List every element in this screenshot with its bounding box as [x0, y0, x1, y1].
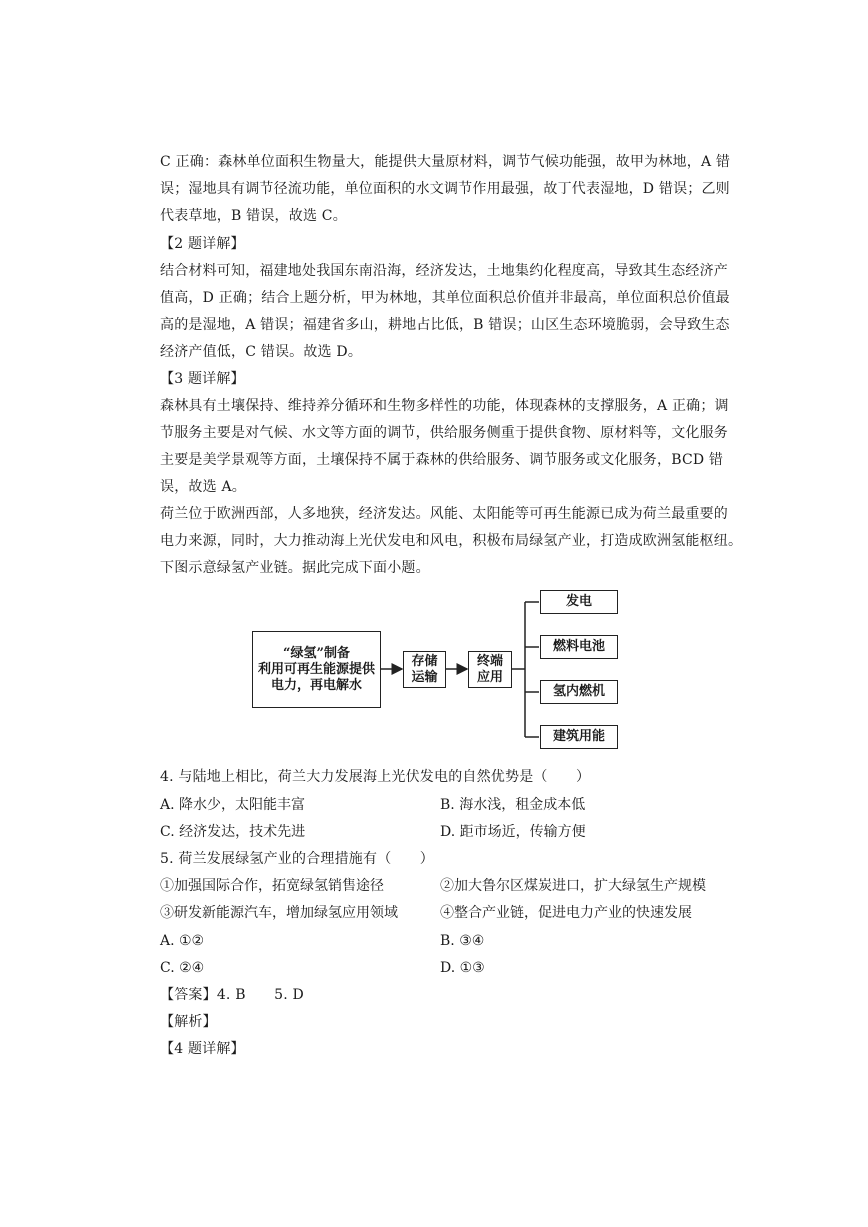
q5-option-c: C. ②④: [160, 960, 205, 976]
q5-statement-1: ①加强国际合作，拓宽绿氢销售途径: [160, 878, 384, 894]
box-line: 运输: [411, 669, 438, 685]
text-line: 高的是湿地，A 错误；福建省多山，耕地占比低，B 错误；山区生态环境脆弱，会导致生态: [160, 317, 730, 333]
q5-option-b: B. ③④: [440, 933, 485, 949]
answer-line: [160, 986, 304, 1004]
section-heading: 【2 题详解】: [160, 236, 245, 252]
q5-option-a: A. ①②: [160, 933, 205, 949]
storage-transport-box: [403, 651, 446, 688]
use-fuel-cell-box: 燃料电池: [540, 635, 618, 659]
q5-statement-4: ④整合产业链，促进电力产业的快速发展: [440, 905, 692, 921]
text-line: 误；湿地具有调节径流功能，单位面积的水文调节作用最强，故丁代表湿地，D 错误；乙则: [160, 181, 730, 197]
use-power-generation-box: 发电: [540, 590, 618, 614]
text-line: 结合材料可知，福建地处我国东南沿海，经济发达，土地集约化程度高，导致其生态经济产: [160, 263, 728, 279]
q4-option-d: D. 距市场近，传输方便: [440, 824, 586, 840]
question-5-stem: 5. 荷兰发展绿氢产业的合理措施有（ ）: [160, 851, 435, 867]
q5-statement-2: ②加大鲁尔区煤炭进口，扩大绿氢生产规模: [440, 878, 706, 894]
text-line: 节服务主要是对气候、水文等方面的调节，供给服务侧重于提供食物、原材料等，文化服务: [160, 425, 728, 441]
box-line: 电力，再电解水: [270, 677, 362, 693]
terminal-application-box: [468, 651, 512, 688]
text-line: C 正确：森林单位面积生物量大，能提供大量原材料，调节气候功能强，故甲为林地，A 错: [160, 154, 731, 170]
answer-text: 4. B 5. D: [216, 987, 304, 1003]
box-line: 存储: [411, 653, 438, 669]
question-4-stem: 4. 与陆地上相比，荷兰大力发展海上光伏发电的自然优势是（ ）: [160, 769, 591, 785]
q5-option-d: D. ①③: [440, 960, 485, 976]
q4-option-b: B. 海水浅，租金成本低: [440, 797, 586, 813]
text-line: 经济产值低，C 错误。故选 D。: [160, 344, 363, 360]
text-line: 值高，D 正确；结合上题分析，甲为林地，其单位面积总价值并非最高，单位面积总价值最: [160, 290, 730, 306]
q4-option-c: C. 经济发达，技术先进: [160, 824, 306, 840]
use-hydrogen-engine-box: 氢内燃机: [540, 680, 618, 704]
box-line: 应用: [476, 669, 503, 685]
text-line: 下图示意绿氢产业链。据此完成下面小题。: [160, 560, 430, 576]
box-line: 利用可再生能源提供: [257, 661, 375, 677]
use-building-energy-box: 建筑用能: [540, 725, 618, 749]
text-line: 森林具有土壤保持、维持养分循环和生物多样性的功能，体现森林的支撑服务，A 正确；调: [160, 398, 729, 414]
text-line: 电力来源，同时，大力推动海上光伏发电和风电，积极布局绿氢产业，打造成欧洲氢能枢纽。: [160, 533, 743, 549]
text-line: 荷兰位于欧洲西部，人多地狭，经济发达。风能、太阳能等可再生能源已成为荷兰最重要的: [160, 506, 728, 522]
analysis-heading: 【解析】: [160, 1014, 217, 1030]
section-heading: 【4 题详解】: [160, 1041, 245, 1057]
text-line: 代表草地，B 错误，故选 C。: [160, 208, 347, 224]
q5-statement-3: ③研发新能源汽车，增加绿氢应用领域: [160, 905, 398, 921]
box-line: 终端: [476, 653, 503, 669]
box-title: “绿氢”制备: [283, 645, 350, 661]
text-line: 主要是美学景观等方面，土壤保持不属于森林的供给服务、调节服务或文化服务，BCD 错: [160, 452, 724, 468]
q4-option-a: A. 降水少，太阳能丰富: [160, 797, 306, 813]
answer-label: 【答案】: [160, 987, 217, 1003]
text-line: 误，故选 A。: [160, 479, 246, 495]
green-hydrogen-production-box: [252, 631, 381, 708]
section-heading: 【3 题详解】: [160, 371, 245, 387]
